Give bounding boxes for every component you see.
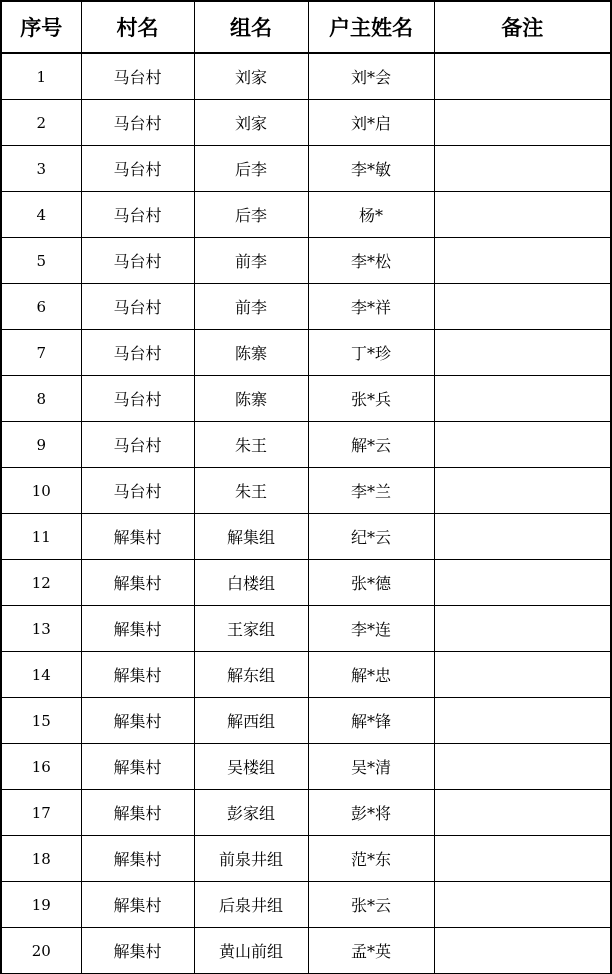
cell-remarks (434, 192, 611, 238)
cell-village: 解集村 (81, 652, 194, 698)
cell-group: 前泉井组 (194, 836, 308, 882)
cell-village: 马台村 (81, 284, 194, 330)
cell-village: 解集村 (81, 560, 194, 606)
cell-village: 马台村 (81, 238, 194, 284)
cell-village: 解集村 (81, 928, 194, 974)
cell-group: 吴楼组 (194, 744, 308, 790)
table-row (1, 836, 611, 882)
cell-group: 白楼组 (194, 560, 308, 606)
header-index: 序号 (1, 1, 81, 53)
table-header-row (1, 1, 611, 53)
header-village: 村名 (81, 1, 194, 53)
cell-index: 8 (1, 376, 81, 422)
header-householder: 户主姓名 (308, 1, 434, 53)
cell-village: 解集村 (81, 882, 194, 928)
cell-householder: 解*忠 (308, 652, 434, 698)
table-body (1, 53, 611, 974)
cell-householder: 范*东 (308, 836, 434, 882)
cell-householder: 纪*云 (308, 514, 434, 560)
cell-village: 解集村 (81, 698, 194, 744)
cell-remarks (434, 100, 611, 146)
cell-village: 解集村 (81, 606, 194, 652)
table-row (1, 100, 611, 146)
cell-group: 解东组 (194, 652, 308, 698)
header-group: 组名 (194, 1, 308, 53)
cell-remarks (434, 560, 611, 606)
table-row (1, 652, 611, 698)
cell-remarks (434, 238, 611, 284)
cell-group: 前李 (194, 238, 308, 284)
cell-householder: 张*兵 (308, 376, 434, 422)
cell-householder: 李*松 (308, 238, 434, 284)
cell-group: 朱王 (194, 422, 308, 468)
cell-index: 16 (1, 744, 81, 790)
cell-index: 11 (1, 514, 81, 560)
cell-householder: 李*连 (308, 606, 434, 652)
cell-remarks (434, 698, 611, 744)
cell-remarks (434, 284, 611, 330)
table-row (1, 238, 611, 284)
cell-village: 解集村 (81, 744, 194, 790)
cell-householder: 张*德 (308, 560, 434, 606)
cell-householder: 杨* (308, 192, 434, 238)
cell-index: 19 (1, 882, 81, 928)
cell-group: 后泉井组 (194, 882, 308, 928)
cell-remarks (434, 146, 611, 192)
cell-index: 2 (1, 100, 81, 146)
cell-householder: 刘*会 (308, 53, 434, 100)
cell-village: 马台村 (81, 468, 194, 514)
cell-village: 解集村 (81, 836, 194, 882)
cell-remarks (434, 468, 611, 514)
cell-index: 4 (1, 192, 81, 238)
cell-remarks (434, 652, 611, 698)
cell-index: 6 (1, 284, 81, 330)
table-row (1, 284, 611, 330)
cell-village: 马台村 (81, 330, 194, 376)
cell-remarks (434, 744, 611, 790)
cell-group: 后李 (194, 146, 308, 192)
cell-householder: 丁*珍 (308, 330, 434, 376)
cell-index: 5 (1, 238, 81, 284)
cell-index: 10 (1, 468, 81, 514)
cell-index: 13 (1, 606, 81, 652)
cell-remarks (434, 514, 611, 560)
cell-index: 1 (1, 53, 81, 100)
cell-index: 3 (1, 146, 81, 192)
table-row (1, 330, 611, 376)
cell-village: 解集村 (81, 514, 194, 560)
table-row (1, 468, 611, 514)
table-row (1, 514, 611, 560)
cell-householder: 吴*清 (308, 744, 434, 790)
table-row (1, 744, 611, 790)
cell-group: 黄山前组 (194, 928, 308, 974)
cell-index: 15 (1, 698, 81, 744)
cell-village: 解集村 (81, 790, 194, 836)
cell-householder: 解*云 (308, 422, 434, 468)
cell-remarks (434, 606, 611, 652)
cell-village: 马台村 (81, 100, 194, 146)
header-remarks: 备注 (434, 1, 611, 53)
table-row (1, 560, 611, 606)
cell-index: 7 (1, 330, 81, 376)
cell-index: 12 (1, 560, 81, 606)
table-row (1, 882, 611, 928)
cell-index: 20 (1, 928, 81, 974)
cell-index: 9 (1, 422, 81, 468)
cell-group: 陈寨 (194, 376, 308, 422)
cell-village: 马台村 (81, 146, 194, 192)
table-row (1, 146, 611, 192)
cell-index: 18 (1, 836, 81, 882)
cell-remarks (434, 882, 611, 928)
cell-group: 前李 (194, 284, 308, 330)
cell-householder: 孟*英 (308, 928, 434, 974)
cell-householder: 刘*启 (308, 100, 434, 146)
cell-remarks (434, 53, 611, 100)
cell-remarks (434, 330, 611, 376)
table-row (1, 928, 611, 974)
cell-index: 17 (1, 790, 81, 836)
table-row (1, 698, 611, 744)
cell-group: 刘家 (194, 53, 308, 100)
cell-remarks (434, 836, 611, 882)
cell-householder: 彭*将 (308, 790, 434, 836)
cell-remarks (434, 790, 611, 836)
cell-village: 马台村 (81, 422, 194, 468)
cell-village: 马台村 (81, 192, 194, 238)
cell-group: 王家组 (194, 606, 308, 652)
cell-remarks (434, 376, 611, 422)
cell-group: 刘家 (194, 100, 308, 146)
cell-group: 后李 (194, 192, 308, 238)
table-row (1, 790, 611, 836)
cell-group: 彭家组 (194, 790, 308, 836)
table-row (1, 422, 611, 468)
table-row (1, 376, 611, 422)
table-row (1, 192, 611, 238)
cell-village: 马台村 (81, 53, 194, 100)
cell-index: 14 (1, 652, 81, 698)
cell-householder: 张*云 (308, 882, 434, 928)
cell-remarks (434, 928, 611, 974)
table-row (1, 606, 611, 652)
cell-householder: 李*祥 (308, 284, 434, 330)
cell-village: 马台村 (81, 376, 194, 422)
cell-remarks (434, 422, 611, 468)
cell-householder: 解*锋 (308, 698, 434, 744)
table-row (1, 53, 611, 100)
cell-group: 朱王 (194, 468, 308, 514)
cell-group: 解西组 (194, 698, 308, 744)
cell-group: 陈寨 (194, 330, 308, 376)
cell-householder: 李*敏 (308, 146, 434, 192)
cell-householder: 李*兰 (308, 468, 434, 514)
cell-group: 解集组 (194, 514, 308, 560)
